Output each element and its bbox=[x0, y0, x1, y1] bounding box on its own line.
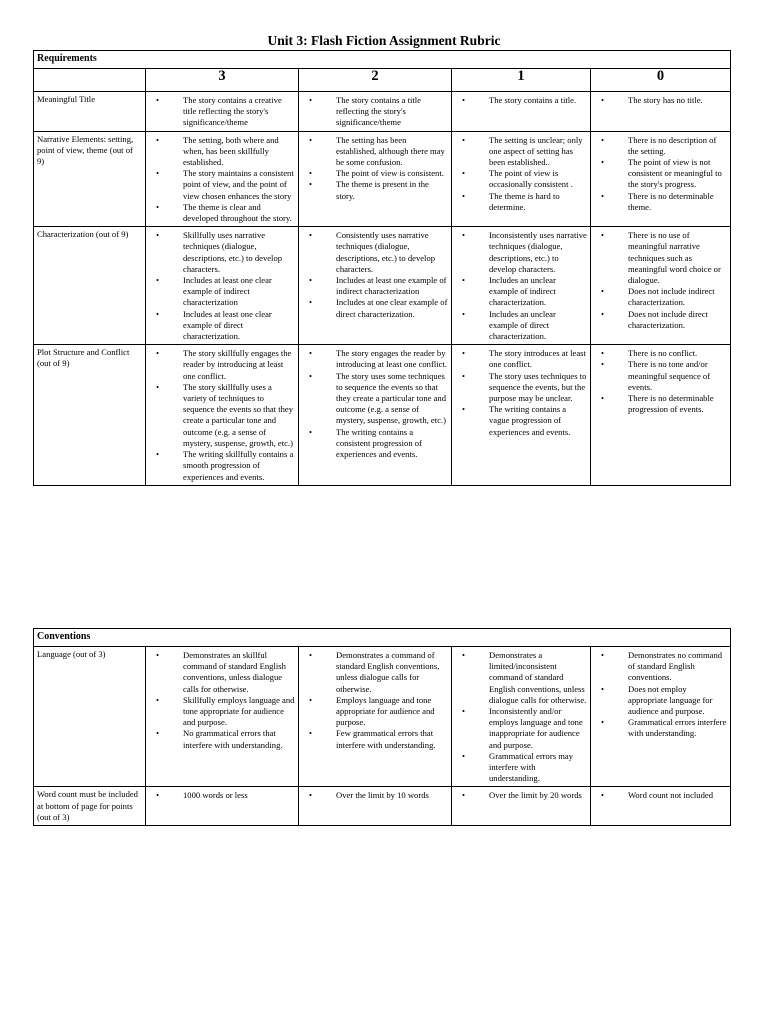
descriptor-item: • Demonstrates a command of standard English conventions, unless dialogue calls for otherwise. bbox=[336, 650, 448, 695]
descriptor-item: • The writing contains a consistent progression of experiences and events. bbox=[336, 427, 448, 461]
criterion-label: Narrative Elements: setting, point of view, theme (out of 9) bbox=[34, 131, 146, 227]
descriptor-list bbox=[594, 135, 727, 213]
descriptor-list bbox=[455, 790, 587, 801]
score-cell-level-3 bbox=[146, 92, 299, 132]
descriptor-item: • There is no description of the setting. bbox=[628, 135, 727, 157]
descriptor-item: • There is no conflict. bbox=[628, 348, 727, 359]
score-cell-level-1 bbox=[452, 131, 591, 227]
criterion-label: Characterization (out of 9) bbox=[34, 227, 146, 345]
descriptor-item: • The theme is clear and developed throughout the story. bbox=[183, 202, 295, 224]
descriptor-item: • The setting has been established, although there may be some confusion. bbox=[336, 135, 448, 169]
score-cell-level-2 bbox=[299, 227, 452, 345]
descriptor-item: • Consistently uses narrative techniques (dialogue, descriptions, etc.) to develop characters. bbox=[336, 230, 448, 275]
descriptor-list bbox=[455, 95, 587, 106]
score-cell-level-0 bbox=[591, 787, 731, 826]
descriptor-item: • Does not include direct characterization. bbox=[628, 309, 727, 331]
requirement-row bbox=[34, 345, 731, 485]
descriptor-list bbox=[149, 650, 295, 751]
level-2-heading: 2 bbox=[299, 69, 452, 92]
descriptor-item: • Skillfully uses narrative techniques (dialogue, descriptions, etc.) to develop characters. bbox=[183, 230, 295, 275]
conventions-header-row bbox=[34, 629, 731, 647]
descriptor-item: • Includes at least one clear example of direct characterization. bbox=[183, 309, 295, 343]
descriptor-item: • There is no determinable progression of events. bbox=[628, 393, 727, 415]
descriptor-item: • The story skillfully engages the reader by introducing at least one conflict. bbox=[183, 348, 295, 382]
descriptor-item: • The story uses some techniques to sequence the events so that they create a particular tone and outcome (e.g. a sense of mystery, suspense, growth, etc.) bbox=[336, 371, 448, 427]
descriptor-item: • The story contains a creative title reflecting the story's significance/theme bbox=[183, 95, 295, 129]
convention-row bbox=[34, 787, 731, 826]
score-cell-level-1 bbox=[452, 92, 591, 132]
score-cell-level-2 bbox=[299, 345, 452, 485]
descriptor-item: • Few grammatical errors that interfere with understanding. bbox=[336, 728, 448, 750]
descriptor-item: • The writing skillfully contains a smooth progression of experiences and events. bbox=[183, 449, 295, 483]
score-cell-level-1 bbox=[452, 345, 591, 485]
score-levels-row bbox=[34, 69, 731, 92]
descriptor-item: • The story introduces at least one conflict. bbox=[489, 348, 587, 370]
level-0-heading: 0 bbox=[591, 69, 731, 92]
criterion-label: Meaningful Title bbox=[34, 92, 146, 132]
descriptor-item: • The story skillfully uses a variety of techniques to sequence the events so that they create a particular tone and outcome (e.g. a sense of mystery, suspense, growth, etc.) bbox=[183, 382, 295, 449]
descriptor-list bbox=[149, 348, 295, 482]
descriptor-list bbox=[302, 135, 448, 202]
requirements-header: Requirements bbox=[34, 51, 731, 69]
descriptor-item: • The setting is unclear; only one aspect of setting has been established.. bbox=[489, 135, 587, 169]
score-cell-level-0 bbox=[591, 345, 731, 485]
descriptor-item: • Includes an unclear example of indirect characterization. bbox=[489, 275, 587, 309]
descriptor-item: • The point of view is occasionally consistent . bbox=[489, 168, 587, 190]
descriptor-item: • Demonstrates no command of standard English conventions. bbox=[628, 650, 727, 684]
score-cell-level-2 bbox=[299, 787, 452, 826]
score-cell-level-1 bbox=[452, 787, 591, 826]
descriptor-list bbox=[149, 95, 295, 129]
descriptor-item: • Does not employ appropriate language for audience and purpose. bbox=[628, 684, 727, 718]
descriptor-list bbox=[302, 230, 448, 320]
requirements-header-row bbox=[34, 51, 731, 69]
descriptor-item: • Includes at least one clear example of indirect characterization bbox=[183, 275, 295, 309]
descriptor-item: • The setting, both where and when, has been skillfully established. bbox=[183, 135, 295, 169]
descriptor-item: • The story engages the reader by introducing at least one conflict. bbox=[336, 348, 448, 370]
requirement-row bbox=[34, 227, 731, 345]
score-cell-level-0 bbox=[591, 227, 731, 345]
descriptor-list bbox=[594, 348, 727, 415]
descriptor-item: • There is no determinable theme. bbox=[628, 191, 727, 213]
descriptor-item: • There is no tone and/or meaningful sequence of events. bbox=[628, 359, 727, 393]
descriptor-item: • Inconsistently uses narrative techniques (dialogue, descriptions, etc.) to develop characters. bbox=[489, 230, 587, 275]
descriptor-item: • Employs language and tone appropriate for audience and purpose. bbox=[336, 695, 448, 729]
score-cell-level-0 bbox=[591, 647, 731, 787]
score-cell-level-0 bbox=[591, 92, 731, 132]
conventions-header: Conventions bbox=[34, 629, 731, 647]
score-cell-level-2 bbox=[299, 131, 452, 227]
descriptor-item: • Grammatical errors may interfere with understanding. bbox=[489, 751, 587, 785]
descriptor-item: • Includes an unclear example of direct characterization. bbox=[489, 309, 587, 343]
level-1-heading: 1 bbox=[452, 69, 591, 92]
criterion-label: Language (out of 3) bbox=[34, 647, 146, 787]
descriptor-list bbox=[302, 348, 448, 460]
score-cell-level-2 bbox=[299, 92, 452, 132]
descriptor-item: • The story contains a title. bbox=[489, 95, 587, 106]
page-title: Unit 3: Flash Fiction Assignment Rubric bbox=[267, 33, 501, 48]
criterion-label: Plot Structure and Conflict (out of 9) bbox=[34, 345, 146, 485]
requirements-table bbox=[33, 50, 731, 486]
score-cell-level-3 bbox=[146, 227, 299, 345]
requirement-row bbox=[34, 131, 731, 227]
descriptor-list bbox=[149, 790, 295, 801]
descriptor-item: • The story uses techniques to sequence the events, but the purpose may be unclear. bbox=[489, 371, 587, 405]
level-corner-cell bbox=[34, 69, 146, 92]
descriptor-list bbox=[594, 650, 727, 740]
descriptor-item: • Over the limit by 10 words bbox=[336, 790, 448, 801]
descriptor-item: • Demonstrates a limited/inconsistent command of standard English conventions, unless dialogue calls for otherwise. bbox=[489, 650, 587, 706]
descriptor-list bbox=[594, 790, 727, 801]
descriptor-item: • The point of view is consistent. bbox=[336, 168, 448, 179]
descriptor-item: • The story maintains a consistent point of view, and the point of view chosen enhances the story bbox=[183, 168, 295, 202]
score-cell-level-3 bbox=[146, 787, 299, 826]
score-cell-level-1 bbox=[452, 227, 591, 345]
conventions-table bbox=[33, 628, 731, 826]
descriptor-list bbox=[455, 348, 587, 438]
descriptor-item: • Includes at least one example of indirect characterization bbox=[336, 275, 448, 297]
descriptor-item: • Does not include indirect characterization. bbox=[628, 286, 727, 308]
level-3-heading: 3 bbox=[146, 69, 299, 92]
score-cell-level-2 bbox=[299, 647, 452, 787]
descriptor-list bbox=[302, 95, 448, 129]
score-cell-level-0 bbox=[591, 131, 731, 227]
descriptor-item: • The writing contains a vague progression of experiences and events. bbox=[489, 404, 587, 438]
descriptor-list bbox=[594, 230, 727, 331]
descriptor-item: • Demonstrates an skillful command of standard English conventions, unless dialogue calls for otherwise. bbox=[183, 650, 295, 695]
descriptor-item: • The story contains a title reflecting the story's significance/theme bbox=[336, 95, 448, 129]
descriptor-item: • Word count not included bbox=[628, 790, 727, 801]
descriptor-item: • The story has no title. bbox=[628, 95, 727, 106]
descriptor-item: • No grammatical errors that interfere with understanding. bbox=[183, 728, 295, 750]
descriptor-list bbox=[302, 790, 448, 801]
descriptor-list bbox=[149, 230, 295, 342]
descriptor-list bbox=[455, 230, 587, 342]
descriptor-list bbox=[594, 95, 727, 106]
criterion-label: Word count must be included at bottom of page for points (out of 3) bbox=[34, 787, 146, 826]
descriptor-list bbox=[455, 650, 587, 784]
descriptor-list bbox=[149, 135, 295, 225]
descriptor-item: • Skillfully employs language and tone appropriate for audience and purpose. bbox=[183, 695, 295, 729]
descriptor-item: • The theme is present in the story. bbox=[336, 179, 448, 201]
descriptor-item: • The theme is hard to determine. bbox=[489, 191, 587, 213]
descriptor-item: • Grammatical errors interfere with understanding. bbox=[628, 717, 727, 739]
descriptor-item: • 1000 words or less bbox=[183, 790, 295, 801]
convention-row bbox=[34, 647, 731, 787]
score-cell-level-1 bbox=[452, 647, 591, 787]
descriptor-item: • The point of view is not consistent or meaningful to the story's progress. bbox=[628, 157, 727, 191]
descriptor-item: • There is no use of meaningful narrative techniques such as meaningful word choice or dialogue. bbox=[628, 230, 727, 286]
score-cell-level-3 bbox=[146, 345, 299, 485]
descriptor-item: • Over the limit by 20 words bbox=[489, 790, 587, 801]
descriptor-item: • Inconsistently and/or employs language and tone inappropriate for audience and purpose. bbox=[489, 706, 587, 751]
descriptor-list bbox=[302, 650, 448, 751]
descriptor-list bbox=[455, 135, 587, 213]
requirement-row bbox=[34, 92, 731, 132]
score-cell-level-3 bbox=[146, 647, 299, 787]
descriptor-item: • Includes at one clear example of direct characterization. bbox=[336, 297, 448, 319]
score-cell-level-3 bbox=[146, 131, 299, 227]
